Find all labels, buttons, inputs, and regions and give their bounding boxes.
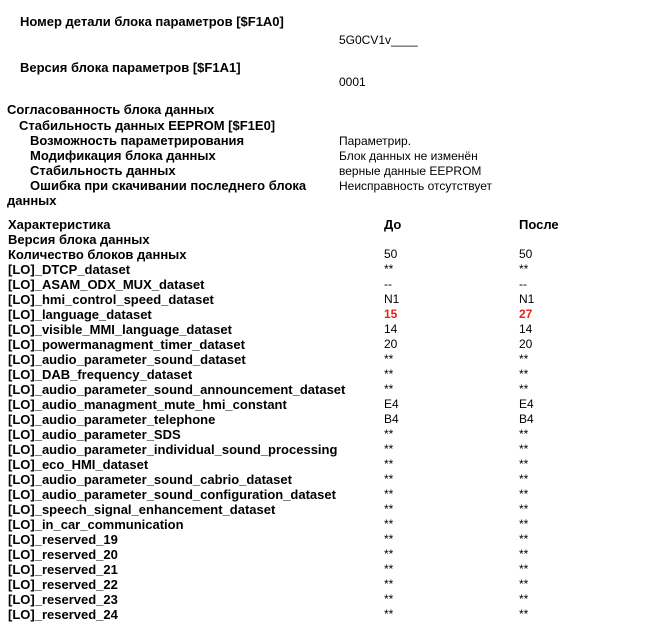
table-row	[0, 457, 646, 472]
row-before-value: **	[384, 532, 394, 546]
row-before-value: **	[384, 442, 394, 456]
row-after-value: **	[519, 517, 529, 531]
table-row	[0, 502, 646, 517]
consistency-key: Возможность параметрирования	[30, 133, 245, 148]
header-characteristic: Характеристика	[8, 217, 111, 232]
row-characteristic: [LO]_reserved_21	[8, 562, 118, 577]
stability-title: Стабильность данных EEPROM [$F1E0]	[19, 118, 276, 133]
row-characteristic: [LO]_DTCP_dataset	[8, 262, 131, 277]
table-body	[0, 232, 646, 622]
row-before-value: N1	[384, 292, 400, 306]
row-before-value: **	[384, 457, 394, 471]
row-characteristic: [LO]_visible_MMI_language_dataset	[8, 322, 232, 337]
row-characteristic: Версия блока данных	[8, 232, 150, 247]
row-characteristic: [LO]_hmi_control_speed_dataset	[8, 292, 214, 307]
row-characteristic: [LO]_reserved_23	[8, 592, 118, 607]
table-row	[0, 292, 646, 307]
row-characteristic: [LO]_reserved_22	[8, 577, 118, 592]
row-before-value: 20	[384, 337, 398, 351]
row-characteristic: [LO]_language_dataset	[8, 307, 152, 322]
row-characteristic: [LO]_DAB_frequency_dataset	[8, 367, 193, 382]
table-row	[0, 277, 646, 292]
row-before-value: 14	[384, 322, 398, 336]
consistency-row-stability	[0, 163, 646, 178]
row-characteristic: [LO]_audio_parameter_telephone	[8, 412, 216, 427]
row-after-value: **	[519, 457, 529, 471]
part-number-label: Номер детали блока параметров [$F1A0]	[20, 14, 284, 29]
table-row	[0, 262, 646, 277]
row-characteristic: [LO]_audio_managment_mute_hmi_constant	[8, 397, 287, 412]
row-after-value: **	[519, 382, 529, 396]
row-characteristic: [LO]_audio_parameter_sound_dataset	[8, 352, 246, 367]
row-after-value: N1	[519, 292, 535, 306]
part-number-value: 5G0CV1v____	[339, 33, 418, 47]
row-before-value: **	[384, 427, 394, 441]
row-after-value: **	[519, 472, 529, 486]
row-before-value: **	[384, 517, 394, 531]
row-after-value: E4	[519, 397, 534, 411]
row-characteristic: [LO]_eco_HMI_dataset	[8, 457, 149, 472]
table-row	[0, 367, 646, 382]
consistency-value: Неисправность отсутствует	[339, 179, 493, 193]
row-characteristic: [LO]_ASAM_ODX_MUX_dataset	[8, 277, 205, 292]
row-before-value: **	[384, 592, 394, 606]
table-row	[0, 382, 646, 397]
row-after-value: **	[519, 262, 529, 276]
row-after-value: **	[519, 607, 529, 621]
row-characteristic: [LO]_audio_parameter_SDS	[8, 427, 181, 442]
row-before-value: **	[384, 562, 394, 576]
row-after-value: **	[519, 487, 529, 501]
table-row	[0, 397, 646, 412]
table-row	[0, 562, 646, 577]
row-characteristic: [LO]_speech_signal_enhancement_dataset	[8, 502, 276, 517]
consistency-value: верные данные EEPROM	[339, 164, 482, 178]
table-row	[0, 427, 646, 442]
table-row	[0, 532, 646, 547]
table-row	[0, 337, 646, 352]
table-row	[0, 472, 646, 487]
row-after-value: **	[519, 427, 529, 441]
table-row	[0, 352, 646, 367]
characteristics-table	[0, 217, 646, 622]
row-after-value: 50	[519, 247, 533, 261]
row-after-value: **	[519, 592, 529, 606]
row-before-value: **	[384, 487, 394, 501]
row-after-value: 27	[519, 307, 533, 321]
row-characteristic: [LO]_audio_parameter_sound_configuration_dataset	[8, 487, 336, 502]
row-after-value: --	[519, 277, 527, 291]
row-before-value: **	[384, 472, 394, 486]
row-before-value: **	[384, 502, 394, 516]
row-before-value: 50	[384, 247, 398, 261]
row-after-value: **	[519, 367, 529, 381]
row-before-value: **	[384, 367, 394, 381]
row-characteristic: [LO]_powermanagment_timer_dataset	[8, 337, 245, 352]
row-before-value: **	[384, 382, 394, 396]
row-before-value: B4	[384, 412, 399, 426]
consistency-value: Блок данных не изменён	[339, 149, 478, 163]
row-after-value: **	[519, 577, 529, 591]
row-after-value: 20	[519, 337, 533, 351]
table-row	[0, 412, 646, 427]
version-label: Версия блока параметров [$F1A1]	[20, 60, 241, 75]
consistency-value: Параметрир.	[339, 134, 412, 148]
table-row	[0, 592, 646, 607]
row-characteristic: [LO]_audio_parameter_sound_announcement_dataset	[8, 382, 346, 397]
table-row	[0, 232, 646, 247]
row-before-value: **	[384, 262, 394, 276]
row-characteristic: [LO]_in_car_communication	[8, 517, 184, 532]
row-after-value: 14	[519, 322, 533, 336]
table-row	[0, 547, 646, 562]
row-before-value: E4	[384, 397, 399, 411]
table-row	[0, 517, 646, 532]
header-before: До	[384, 217, 402, 232]
row-before-value: **	[384, 547, 394, 561]
row-characteristic: Количество блоков данных	[8, 247, 187, 262]
header-after: После	[519, 217, 559, 232]
consistency-row-parametrization	[0, 133, 646, 148]
consistency-row-modification	[0, 148, 646, 163]
row-after-value: B4	[519, 412, 534, 426]
table-row	[0, 442, 646, 457]
table-row	[0, 307, 646, 322]
row-after-value: **	[519, 547, 529, 561]
row-characteristic: [LO]_reserved_24	[8, 607, 118, 622]
row-characteristic: [LO]_reserved_19	[8, 532, 118, 547]
version-value: 0001	[339, 75, 366, 89]
row-after-value: **	[519, 532, 529, 546]
table-row	[0, 322, 646, 337]
row-after-value: **	[519, 502, 529, 516]
table-row	[0, 487, 646, 502]
table-row	[0, 247, 646, 262]
consistency-row-download-error	[0, 178, 646, 193]
row-before-value: **	[384, 607, 394, 621]
table-row	[0, 607, 646, 622]
consistency-key: Ошибка при скачивании последнего блока	[30, 178, 307, 193]
row-before-value: **	[384, 352, 394, 366]
consistency-key: Модификация блока данных	[30, 148, 216, 163]
row-before-value: 15	[384, 307, 398, 321]
consistency-title: Согласованность блока данных	[7, 102, 215, 117]
row-characteristic: [LO]_audio_parameter_individual_sound_processing	[8, 442, 338, 457]
row-before-value: **	[384, 577, 394, 591]
row-after-value: **	[519, 352, 529, 366]
row-characteristic: [LO]_reserved_20	[8, 547, 118, 562]
row-after-value: **	[519, 442, 529, 456]
consistency-key: Стабильность данных	[30, 163, 176, 178]
table-header	[0, 217, 646, 232]
row-characteristic: [LO]_audio_parameter_sound_cabrio_dataset	[8, 472, 292, 487]
download-error-continuation: данных	[7, 193, 57, 208]
row-after-value: **	[519, 562, 529, 576]
table-row	[0, 577, 646, 592]
row-before-value: --	[384, 277, 392, 291]
